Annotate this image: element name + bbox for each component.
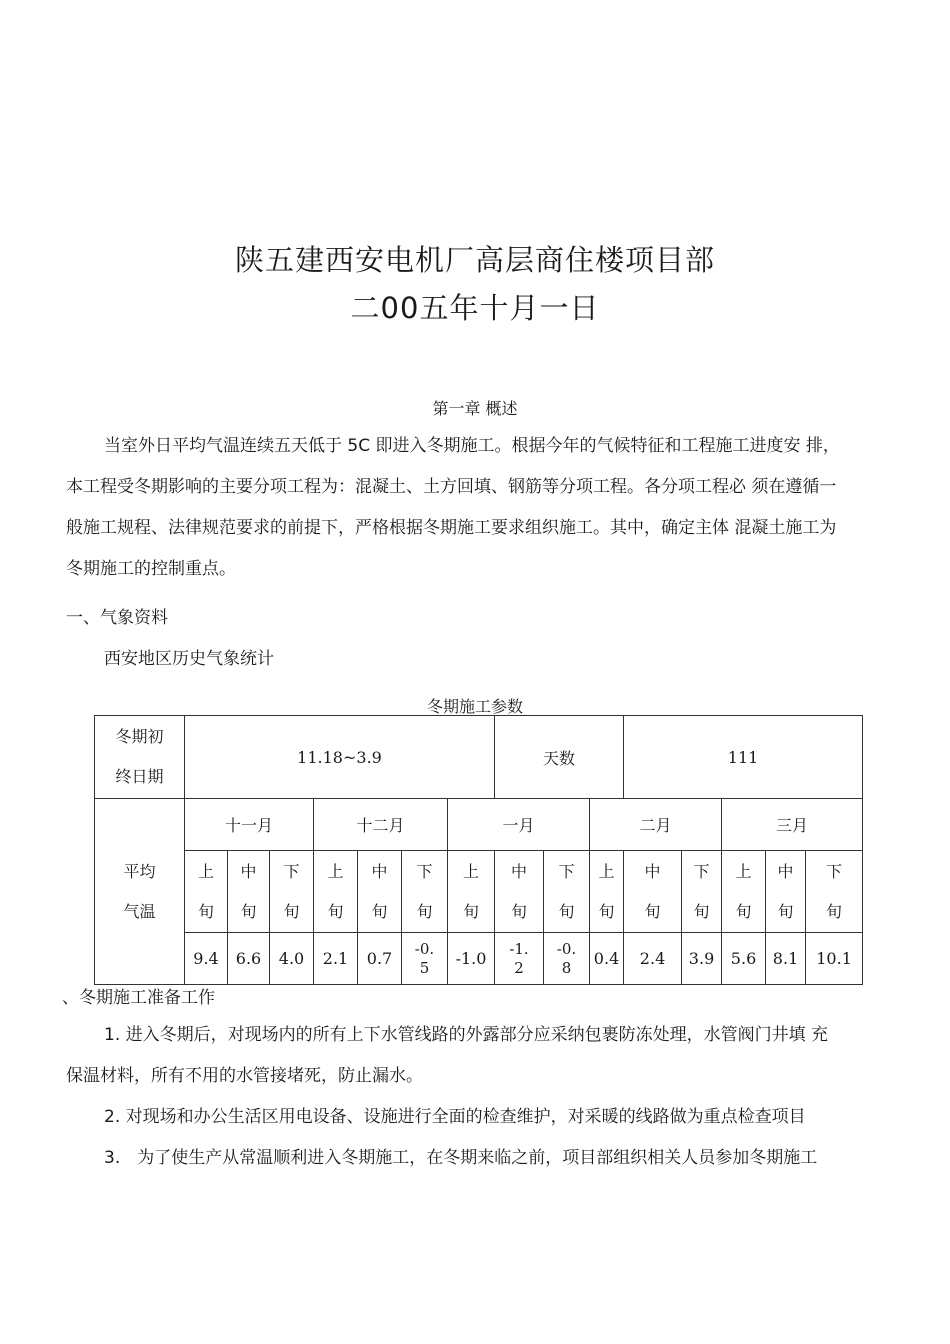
temp-value: 8.1 [766,933,806,985]
temp-row [95,933,863,985]
section2-title: 、冬期施工准备工作 [62,988,215,1008]
period-row [95,716,863,799]
temp-value: -0.8 [544,933,590,985]
tenday-header: 下 旬 [806,851,863,933]
month-header: 十一月 [185,799,314,851]
temp-value: 5.6 [722,933,766,985]
period-value: 11.18~3.9 [185,716,495,799]
organization-title: 陕五建西安电机厂高层商住楼项目部 [234,243,715,277]
temp-value: 0.4 [590,933,624,985]
month-header: 三月 [722,799,863,851]
temp-value: 2.4 [624,933,682,985]
temp-value: 10.1 [806,933,863,985]
tenday-header: 下 旬 [682,851,722,933]
month-header: 二月 [590,799,722,851]
overview-line-3: 般施工规程、法律规范要求的前提下，严格根据冬期施工要求组织施工。其中，确定主体 混凝土施工为 [66,518,837,538]
tenday-header: 下 旬 [544,851,590,933]
tenday-header: 中 旬 [624,851,682,933]
prep-item-3: 3. 为了使生产从常温顺利进入冬期施工，在冬期来临之前，项目部组织相关人员参加冬期施工 [104,1148,818,1168]
prep-item-2: 2. 对现场和办公生活区用电设备、设施进行全面的检查维护，对采暖的线路做为重点检查项目 [104,1107,806,1127]
temp-value: -1.2 [495,933,544,985]
temp-value: -0.5 [402,933,448,985]
overview-line-2: 本工程受冬期影响的主要分项工程为：混凝土、土方回填、钢筋等分项工程。各分项工程必 须在遵循一 [66,477,837,497]
tenday-row [95,851,863,933]
tenday-header: 上 旬 [185,851,228,933]
days-label: 天数 [495,716,624,799]
temp-value: 4.0 [270,933,314,985]
tenday-header: 上 旬 [448,851,495,933]
temp-value: 2.1 [314,933,358,985]
tenday-header: 中 旬 [228,851,270,933]
temp-value: 9.4 [185,933,228,985]
tenday-header: 上 旬 [314,851,358,933]
temp-value: 6.6 [228,933,270,985]
prep-item-1-line-1: 1. 进入冬期后，对现场内的所有上下水管线路的外露部分应采纳包裹防冻处理，水管阀门井填 充 [104,1025,829,1045]
temp-value: 3.9 [682,933,722,985]
table-caption: 冬期施工参数 [426,697,523,716]
tenday-header: 下 旬 [270,851,314,933]
section1-title: 一、气象资料 [66,608,168,628]
month-row [95,799,863,851]
tenday-header: 上 旬 [722,851,766,933]
document-date: 二00五年十月一日 [350,291,600,325]
tenday-header: 上 旬 [590,851,624,933]
prep-item-1-line-2: 保温材料，所有不用的水管接堵死，防止漏水。 [66,1066,423,1086]
tenday-header: 中 旬 [358,851,402,933]
days-value: 111 [624,716,863,799]
tenday-header: 下 旬 [402,851,448,933]
tenday-header: 中 旬 [495,851,544,933]
tenday-header: 中 旬 [766,851,806,933]
month-header: 一月 [448,799,590,851]
stats-label: 西安地区历史气象统计 [104,649,274,669]
overview-line-4: 冬期施工的控制重点。 [66,559,236,579]
temp-value: 0.7 [358,933,402,985]
avg-temp-label: 平均 气温 [95,799,185,985]
temp-value: -1.0 [448,933,495,985]
chapter-title: 第一章 概述 [432,399,518,418]
month-header: 十二月 [314,799,448,851]
winter-params-table [94,715,863,985]
overview-line-1: 当室外日平均气温连续五天低于 5C 即进入冬期施工。根据今年的气候特征和工程施工进度安 排， [104,436,840,456]
period-label: 冬期初 终日期 [95,716,185,799]
